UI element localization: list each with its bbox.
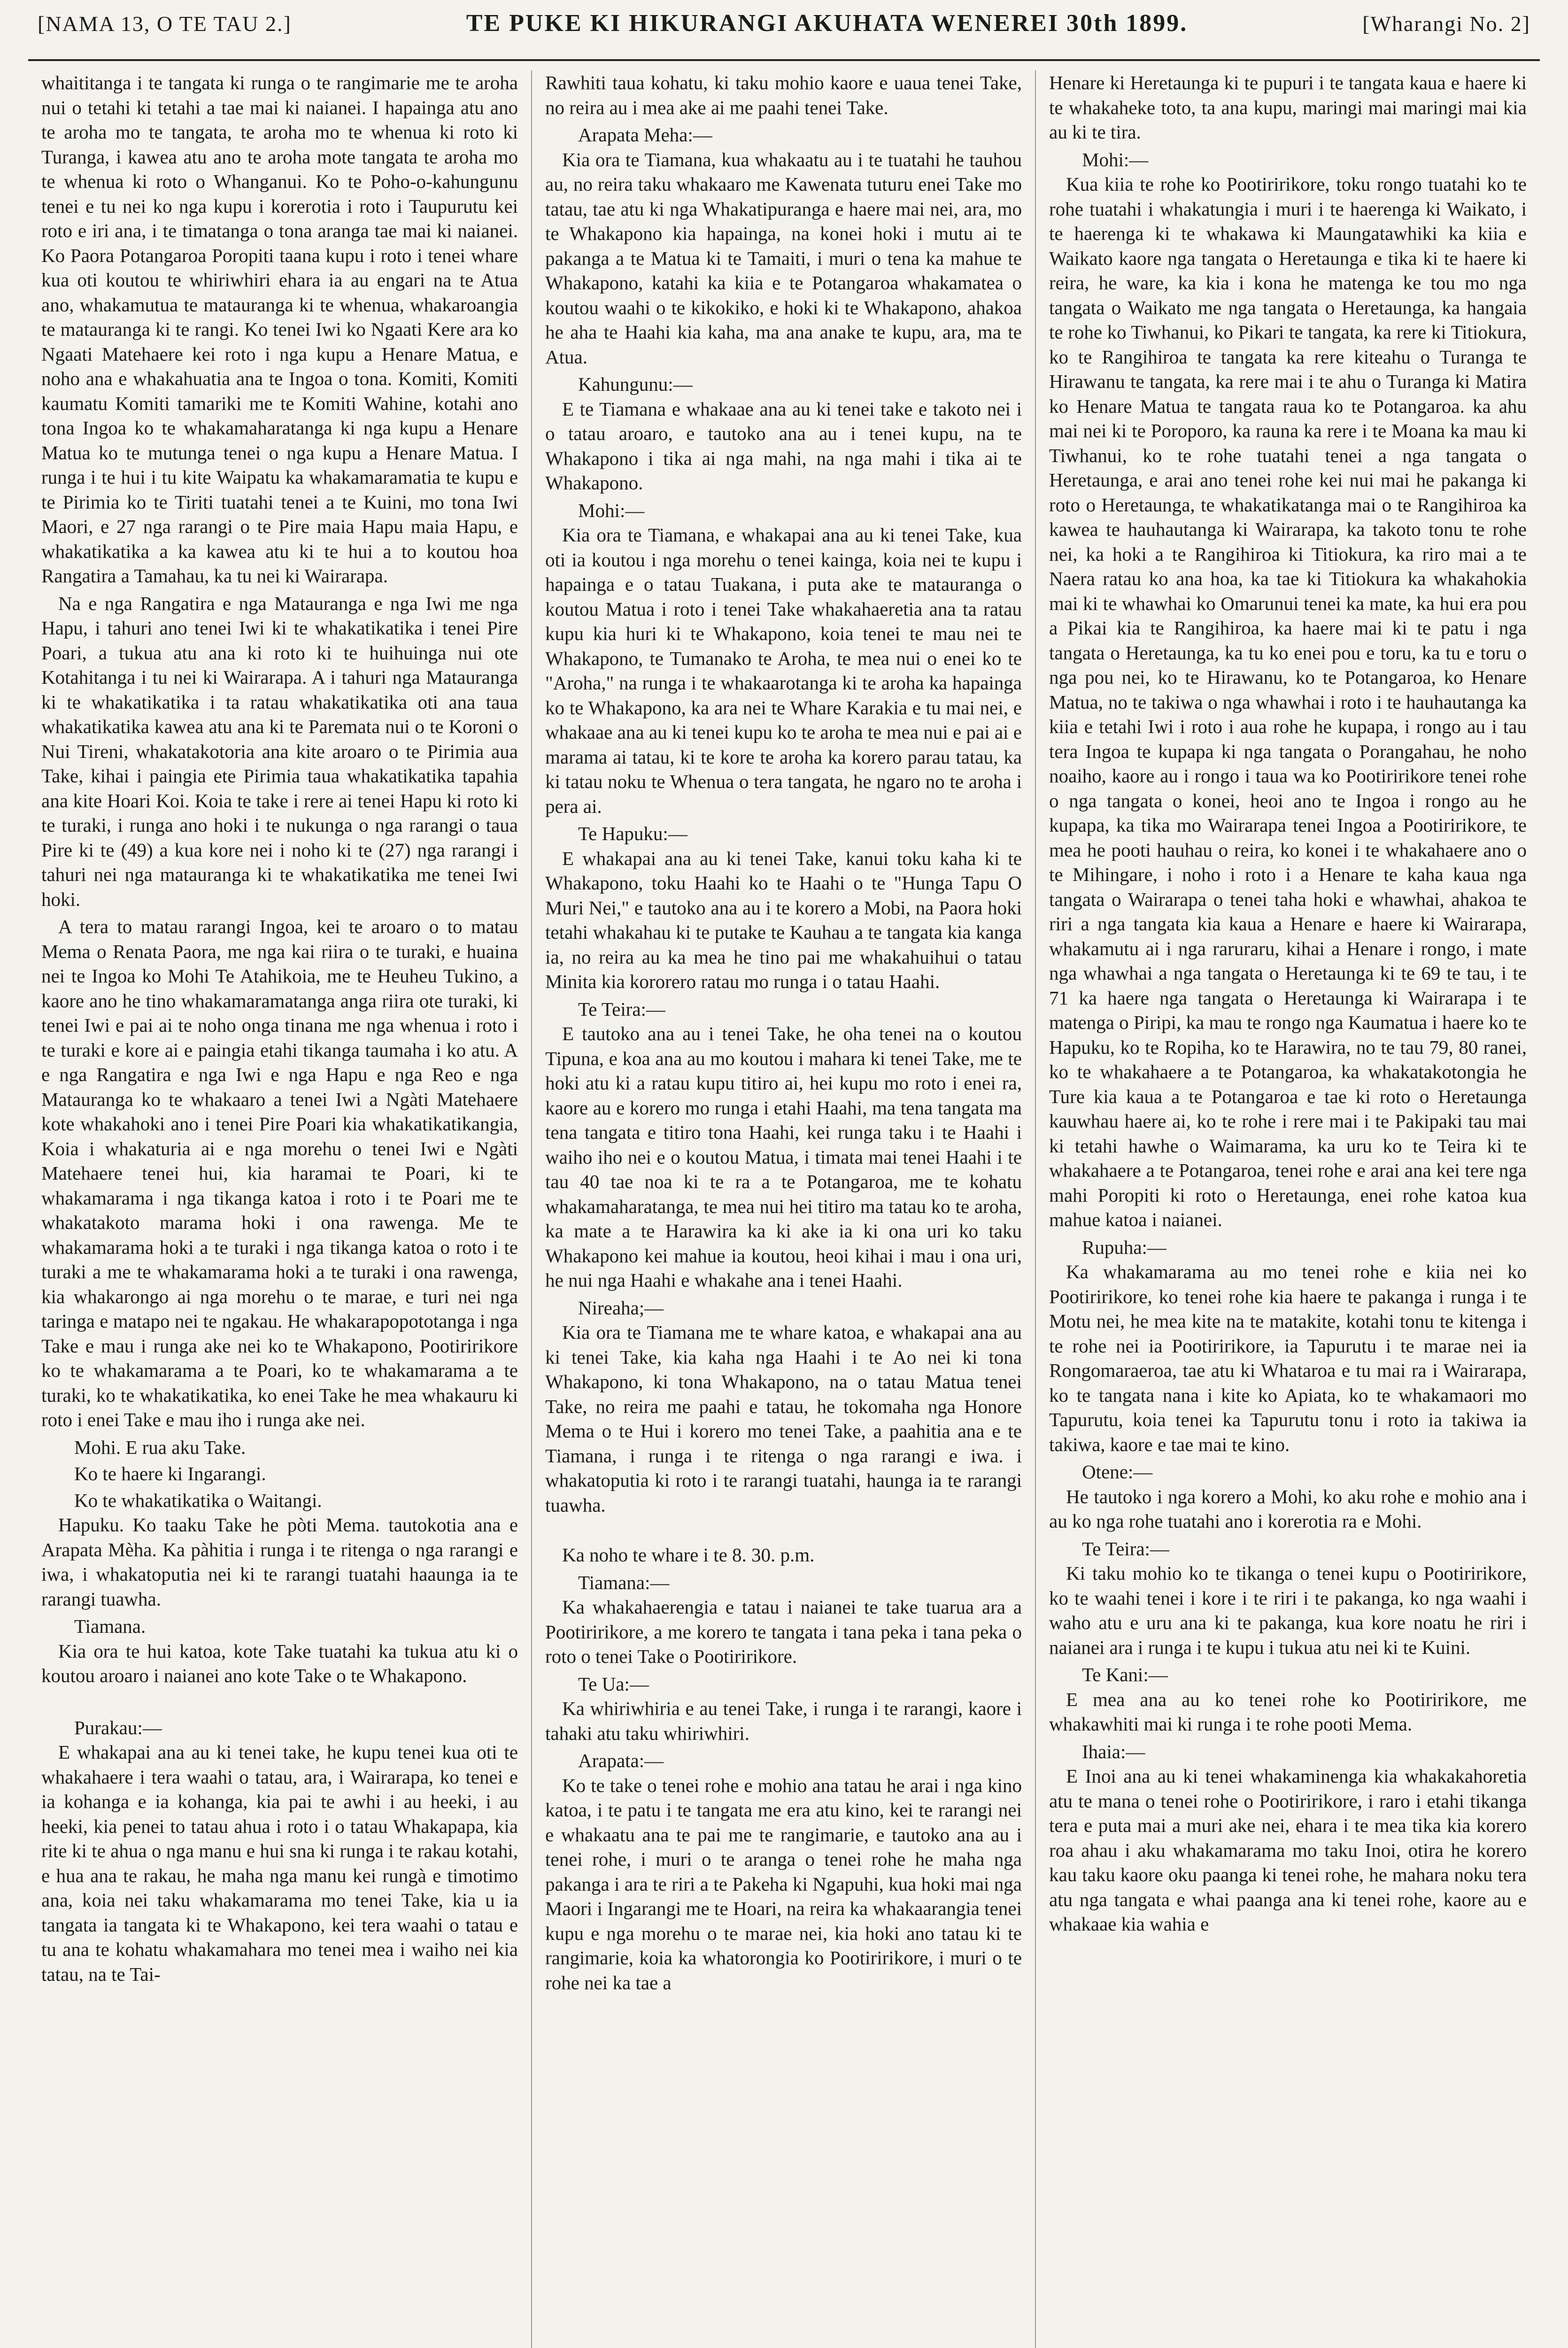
speaker-line: Ko te whakatikatika o Waitangi. — [74, 1489, 322, 1511]
column-2 — [532, 70, 1036, 2348]
speaker-name: Te Hapuku:— — [578, 823, 687, 844]
page-number: [Wharangi No. 2] — [1362, 12, 1530, 36]
paragraph: E te Tiamana e whakaae ana au ki tenei take e takoto nei i o tatau aroaro, e tautoko ana au i tenei kupu, na te Whakapono i tika ai nga mahi, na nga mahi i tika ai te Whakapono. — [545, 398, 1022, 494]
speaker-name: Mohi:— — [578, 499, 645, 521]
speaker-name: Kahungunu:— — [578, 373, 693, 395]
speaker-name: Te Kani:— — [1082, 1664, 1168, 1685]
masthead — [28, 9, 1540, 61]
speaker-name: Mohi:— — [1082, 148, 1149, 170]
speaker-name: Tiamana:— — [578, 1571, 670, 1593]
speaker-name: Te Teira:— — [578, 998, 665, 1020]
paragraph: E mea ana au ko tenei rohe ko Pootiririkore, me whakawhiti mai ki runga i te rohe pooti Mema. — [1049, 1688, 1527, 1735]
speaker-line: Ko te haere ki Ingarangi. — [74, 1463, 266, 1484]
paragraph: Hapuku. Ko taaku Take he pòti Mema. tautokotia ana e Arapata Mèha. Ka pàhitia i runga i te ritenga o nga rarangi e iwa, i whakatoputia nei ki te rarangi tuatahi haaunga ia te rarangi tuawha. — [41, 1514, 518, 1610]
paragraph: Ki taku mohio ko te tikanga o tenei kupu o Pootiririkore, ko te waahi tenei i kore i te riri i te pakanga, ko nga waahi i waho atu e uru ana ki te pakanga, kua kore noatu he riri i naianei ara i runga i te kupu i tukua atu nei ki te Kuini. — [1049, 1562, 1527, 1658]
speaker-line: Mohi. E rua aku Take. — [74, 1436, 246, 1458]
paragraph: E whakapai ana au ki tenei take, he kupu tenei kua oti te whakahaere i tera waahi o tatau, ara, i Wairarapa, ko tenei e ia kohanga e ia kohanga, kia pai te awhi i au heeki, i au heeki, kia penei to tatau ahua i roto i o tatau Whakapapa, kia rite ki te ahua o nga manu e hui sna ki runga i te rakau kotahi, e hua ana te rakau, he maha nga manu kei rungà e timotimo ana, koia nei taku whakamarama mo tenei Take, kia u ia tangata ia tangata ki te Whakapono, kei tera waahi o tatau e tu ana te kohatu whakamahara mo tenei mea i waiho nei kia tatau, na te Tai- — [41, 1741, 518, 1985]
paragraph: Na e nga Rangatira e nga Matauranga e nga Iwi me nga Hapu, i tahuri ano tenei Iwi ki te whakatikatika i tenei Pire Poari, a tukua atu ana ki roto ki te huihuinga nui ote Kotahitanga i tu nei ki Wairarapa. A i tahuri nga Matauranga ki te whakatikatika i ta ratau whakatikatika oti ana taua whakatikatika kawea atu ana ki te Paremata nui o te Koroni o Nui Tireni, whakatakotoria ana kite aroaro o te Pirimia aua Take, kihai i paingia ete Pirimia taua whakatikatika tapahia ana kite Hoari Koi. Koia te take i rere ai tenei Hapu ki roto ki te turaki, i runga ano hoki i te nukunga o nga rarangi o taua Pire ki te (49) a kua kore nei i noho ki te (27) nga rarangi i tahuri nei nga matauranga ki te whakatikatika me tenei Iwi hoki. — [41, 592, 518, 910]
paragraph: Kia ora te Tiamana, kua whakaatu au i te tuatahi he tauhou au, no reira taku whakaaro me Kawenata tuturu enei Take mo tatau, tae atu ki nga Whakatipuranga e haere mai nei, ara, mo te Whakapono kia hapainga, na konei hoki i mutu ai te pakanga a te Matua ki te Tamaiti, i muri o tena ka mahue te Whakapono, katahi ka kiia e te Potangaroa whakamatea o koutou waahi o te kikokiko, e hoki ki te Whakapono, ahakoa he aha te Haahi kia kaha, ma ana anake te kupu, ara, ma te Atua. — [545, 148, 1022, 368]
session-note: Ka noho te whare i te 8. 30. p.m. — [562, 1544, 815, 1566]
speaker-name: Tiamana. — [74, 1615, 146, 1637]
paragraph: Ka whakahaerengia e tatau i naianei te take tuarua ara a Pootiririkore, a me korero te tangata i tana peka i tana peka o roto o tenei Take o Pootiririkore. — [545, 1596, 1022, 1667]
paragraph: Henare ki Heretaunga ki te pupuri i te tangata kaua e haere ki te whakaheke toto, ta ana kupu, maringi mai maringi mai kia au ki te tira. — [1049, 72, 1527, 143]
speaker-name: Rupuha:— — [1082, 1236, 1166, 1258]
paragraph: Ka whakamarama au mo tenei rohe e kiia nei ko Pootiririkore, ko tenei rohe kia haere te pakanga i runga i te Motu nei, he mea kite na te matakite, kotahi tonu te kitenga i te rohe nei ia Pootiririkore, ia Tapurutu i te marae nei ia Rongomaraeroa, tae atu ki Whataroa e tu mai ra i Wairarapa, ko te tangata nana i kite ko Apiata, ko te whakamaori mo Tapurutu, koia tenei ka Tapurutu tonu i roto ia takiwa ia takiwa, kaore e tae mai te kino. — [1049, 1261, 1527, 1455]
paragraph: Rawhiti taua kohatu, ki taku mohio kaore e uaua tenei Take, no reira au i mea ake ai me paahi tenei Take. — [545, 72, 1022, 118]
paragraph: E tautoko ana au i tenei Take, he oha tenei na o koutou Tipuna, e koa ana au mo koutou i mahara ki tenei Take, me te hoki atu ki a ratau kupu titiro ai, hei kupu mo roto i enei ra, kaore au e korero mo runga i etahi Haahi, ma tena tangata ma tena tangata e titiro tona Haahi, kei runga taku i te Haahi i waiho iho nei e o koutou Matua, i timata mai tenei Haahi i te tau 40 tae noa ki te ra a te Potangaroa, me te kohatu whakamaharatanga, te mea nui hei titiro ma tatau ko te aroha, ka mate a te Harawira ka ki ake ia ki ona uri ko taku Whakapono kei mahue ia koutou, heoi kihai i mau i ona uri, he nui nga Haahi e whakahe ana i tenei Haahi. — [545, 1023, 1022, 1291]
spacer — [545, 1520, 1022, 1543]
paragraph: Kia ora te hui katoa, kote Take tuatahi ka tukua atu ki o koutou aroaro i naianei ano kote Take o te Whakapono. — [41, 1640, 518, 1686]
paragraph: whaititanga i te tangata ki runga o te rangimarie me te aroha nui o tetahi ki tetahi a tae mai ki naianei. I hapainga atu ano te aroha mo te tangata, te aroha mo te whenua ki roto ki Turanga, i kawea atu ano te aroha mote tangata te aroha mo te whenua ki roto o Whanganui. Ko te Poho-o-kahungunu tenei e tu nei ko nga kupu i korerotia i roto i Taupurutu kei roto e iri ana, i te timatanga o tona aranga tae mai ki naianei. Ko Paora Potangaroa Poropiti taana kupu i roto i tenei whare kua oti koutou te whiriwhiri ehara ia au engari na te Atua ano, whakamutua te matauranga ki te whenua, whakaroangia te matauranga ki te rangi. Ko tenei Iwi ko Ngaati Kere ara ko Ngaati Matehaere kei roto i nga kupu a Henare Matua, e noho ana e whakahuatia ana te Ingoa o tona. Komiti, Komiti kaumatu Komiti tamariki me te Komiti Wahine, kotahi ano tona Ingoa ko te whakamaharatanga ki nga kupu a Henare Matua ko te mutunga tenei o nga kupu a Henare Matua. I runga i te hui i tu kite Waipatu ka whakamaramatia te kupu e te Pirimia ko te Tiriti tuatahi tenei a te Kuini, mo tona Iwi Maori, e 27 nga rarangi o te Pire maia Hapu maia Hapu, e whakatikatika a ka kawea atu ki te hui a to koutou hoa Rangatira a Tamahau, ka tu nei ki Wairarapa. — [41, 72, 518, 587]
speaker-name: Arapata Meha:— — [578, 124, 712, 146]
column-1 — [28, 70, 532, 2348]
speaker-name: Arapata:— — [578, 1750, 664, 1771]
paragraph: Ka whiriwhiria e au tenei Take, i runga i te rarangi, kaore i tahaki atu taku whiriwhiri. — [545, 1698, 1022, 1744]
article-columns — [28, 70, 1540, 2348]
paragraph: E Inoi ana au ki tenei whakaminenga kia whakakahoretia atu te mana o tenei rohe o Pootiririkore, i raro i etahi tikanga tera e puta mai a muri ake nei, ehara i te mea tika kia korero roa ahau i aku whakamarama mo taku Inoi, otira he korero kau taku kaore oku paanga ki tenei rohe, he mahara noku tera atu nga tangata e whai paanga ana ki tenei rohe, kaore au e whakaae kia wahia e — [1049, 1765, 1527, 1935]
issue-number: [NAMA 13, O TE TAU 2.] — [38, 12, 292, 36]
paragraph: Kia ora te Tiamana, e whakapai ana au ki tenei Take, kua oti ia koutou i nga morehu o tenei kainga, koia nei te kupu i hapainga e o tatau Tuakana, i puta ake te matauranga o koutou Matua i roto i tenei Take whakahaeretia ana ta ratau kupu kia huri ki te Whakapono, koia tenei te mau nei te Whakapono, te Tumanako te Aroha, te mea nui o enei ko te "Aroha," na runga i te whakaarotanga ki te aroha ka hapainga ko te Whakapono, ka ara nei te Whare Karakia e tu mai nei, e whakaae ana au ki tenei kupu ko te aroha te mea nui e pai ai e marama ai tatau, ki te kore te aroha ka korero parau tatau, ka ki tatau noku te Whenua o tera tangata, he ngaro no te aroha i pera ai. — [545, 524, 1022, 817]
paragraph: Kia ora te Tiamana me te whare katoa, e whakapai ana au ki tenei Take, kia kaha nga Haahi i te Ao nei ki tona Whakapono, ki tona Whakapono, na o tatau Matua tenei Take, no reira me paahi e tatau, he tokomaha nga Honore Mema o te Hui i korero mo tenei Take, a paahitia ana e te Tiamana, i runga i te ritenga o nga rarangi e iwa. i whakatoputia ki roto i te rarangi tuatahi, haunga ia te rarangi tuawha. — [545, 1321, 1022, 1516]
speaker-name: Purakau:— — [74, 1716, 162, 1738]
paragraph: A tera to matau rarangi Ingoa, kei te aroaro o to matau Mema o Renata Paora, me nga kai riira o te turaki, e huaina nei te Ingoa ko Mohi Te Atahikoia, me te Heuheu Tukino, a kaore ano he tino whakamaramatanga anga riira ote turaki, ki tenei Iwi e pai ai te noho onga tinana me nga whenua i roto i te turaki e kore ai e paingia etahi tikanga taumaha i ko atu. A e nga Rangatira e nga Iwi e nga Hapu e nga Reo e nga Matauranga ko te whakaaro a tenei Iwi a Ngàti Matehaere kote whakahoki ano i tenei Pire Poari kia whakatikatikangia, Koia i whakaturia ai e nga morehu o tenei Iwi e Ngàti Matehaere tenei hui, kia haramai te Poari, ki te whakamarama i nga tikanga katoa i roto i te Poari me te whakatakoto marama hoki i ona rawenga. Me te whakamarama hoki a te turaki i nga tikanga katoa o roto i te turaki a me te whakamarama hoki a te turaki i ona rawenga, kia whakarongo ai nga morehu o te marae, e turi nei nga taringa e matapo nei te ngakau. He whakarapopototanga i nga Take e mau i runga ake nei ko te Whakapono, Pootiririkore ko te whakamarama a te Poari, ko te whakamarama a te turaki, ko te whakatikatika, ko enei Take he mea whakauru ki roto i enei Take e mau iho i runga ake nei. — [41, 916, 518, 1430]
paragraph: Ko te take o tenei rohe e mohio ana tatau he arai i nga kino katoa, i te patu i te tangata me era atu kino, kei te rarangi nei e whakaatu ana te pai me te rangimarie, e tautoko ana au i tenei rohe, i muri o te aranga o tenei rohe he maha nga pakanga i ara te riri a te Pakeha ki Ngapuhi, kua hoki mai nga Maori i Ingarangi me te Hoari, na reira ka whakaarangia tenei kupu e nga morehu o te marae nei, kia hoki ano tatau ki te rangimarie, koia ka whatorongia ko Pootiririkore, i muri o te rohe nei ka tae a — [545, 1774, 1022, 1993]
newspaper-page — [28, 9, 1540, 2348]
spacer — [41, 1691, 518, 1714]
speaker-name: Te Teira:— — [1082, 1537, 1169, 1560]
speaker-name: Otene:— — [1082, 1461, 1153, 1483]
column-3 — [1036, 70, 1540, 2348]
speaker-name: Ihaia:— — [1082, 1740, 1145, 1762]
speaker-name: Nireaha;— — [578, 1297, 664, 1319]
newspaper-title: TE PUKE KI HIKURANGI AKUHATA WENEREI 30th 1899. — [466, 10, 1188, 37]
speaker-name: Te Ua:— — [578, 1673, 649, 1695]
paragraph: Kua kiia te rohe ko Pootiririkore, toku rongo tuatahi ko te rohe tuatahi i whakatungia i muri i te haerenga ki Waikato, i te haerenga ki te whakawa ki Maungatawhiki ka kiia e Waikato kaore nga tangata o Heretaunga e tika ki te haere ki reira, he ware, ka kia i kona he matenga ke tou mo nga tangata o Waikato me nga tangata o Heretaunga, ka hangaia te rohe ko Tiwhanui, ko Pikari te tangata, ka rere ki Titiokura, ko te Rangihiroa te tangata ka rere kiteahu o Turanga te Hirawanu te tangata, ka rere mai i te ahu o Turanga ki Matira ko Henare Matua te tangata raua ko te Potangaroa. ka ahu mai nei ki te Poroporo, ka rauna ka rere i te Moana ka mau ki Tiwhanui, ko te rohe tuatahi tenei a nga tangata o Heretaunga, e arai ano tenei rohe kei nui mai he pakanga ki roto o Heretaunga, te whakatikatanga mai o te Rangihiroa ka kawea te hauhautanga ki Wairarapa, ka takoto tonu te rohe nei, ka hoki a te Rangihiroa ki Titiokura, ka riro mai a te Naera ratau ko ana hoa, ka tae ki Titiokura ka whakahokia mai ki te whawhai ko Omarunui tenei ka mate, ka hui era pou a Pikai kia te Rangihiroa, ka haere mai ki te patu i nga tangata o Heretaunga, ka tu ko enei pou e toru, ka tu e toru o nga pou nei, ko te Hirawanu, ko te Potangaroa, ko Henare Matua, no te takiwa o nga whawhai i roto i te hauhautanga ka kiia e tetahi Iwi i roto i aua rohe he kupapa, i rongo au i tau tera Ingoa te kupapa ki nga tangata o Porangahau, he noho noaiho, kaore au i rongo i taua wa ko Pootiririkore tenei rohe o nga tangata o konei, heoi ano te Ingoa i rongo au he kupapa, ka tika mo Wairarapa tenei Ingoa a Pootiririkore, te mea he pooti hauhau o reira, ko konei i te whakahaere ano o te Mihingare, i noho i roto i a Henare te kaha kaua nga tangata o Wairarapa o tenei taha hoki e whawhai, ahakoa te riri a nga tangata kia kaua a Henare e haere ki Wairarapa, whakamutu ai i nga raruraru, kihai a Henare i rongo, i mate nga whawhai a nga tangata o Heretaunga ki te 69 te tau, i te 71 ka haere nga tangata o Heretaunga ki Wairarapa i te matenga o Piripi, ka mau te rongo nga Kaumatua i haere ko te Hapuku, ko te Ropiha, ko te Harawira, no te tau 79, 80 ranei, ko te whakahaere a te Potangaroa, ka whakatakotongia he Ture kia kaua a te Potangaroa e tae ki roto o Heretaunga kauwhau haere ai, ko te rohe i rere mai i te Pakipaki tau mai ki tetahi hawhe o Waimarama, ka uru ko te Teira ki te whakahaere a te Potangaroa, tenei rohe e arai ana kei tere nga mahi Poropiti ki roto o Heretaunga, enei rohe katoa kua mahue katoa i naianei. — [1049, 173, 1527, 1230]
paragraph: He tautoko i nga korero a Mohi, ko aku rohe e mohio ana i au ko nga rohe tuatahi ano i korerotia ra e Mohi. — [1049, 1485, 1527, 1532]
paragraph: E whakapai ana au ki tenei Take, kanui toku kaha ki te Whakapono, toku Haahi ko te Haahi o te "Hunga Tapu O Muri Nei," e tautoko ana au i te korero a Mobi, na Paora hoki tetahi whakahau ki te putake te Kauhau a te tangata kia kanga ia, no reira au ka mea he tino pai me whakahuihui o tatau Minita kia kororero ratau mo runga i o tatau Haahi. — [545, 847, 1022, 992]
